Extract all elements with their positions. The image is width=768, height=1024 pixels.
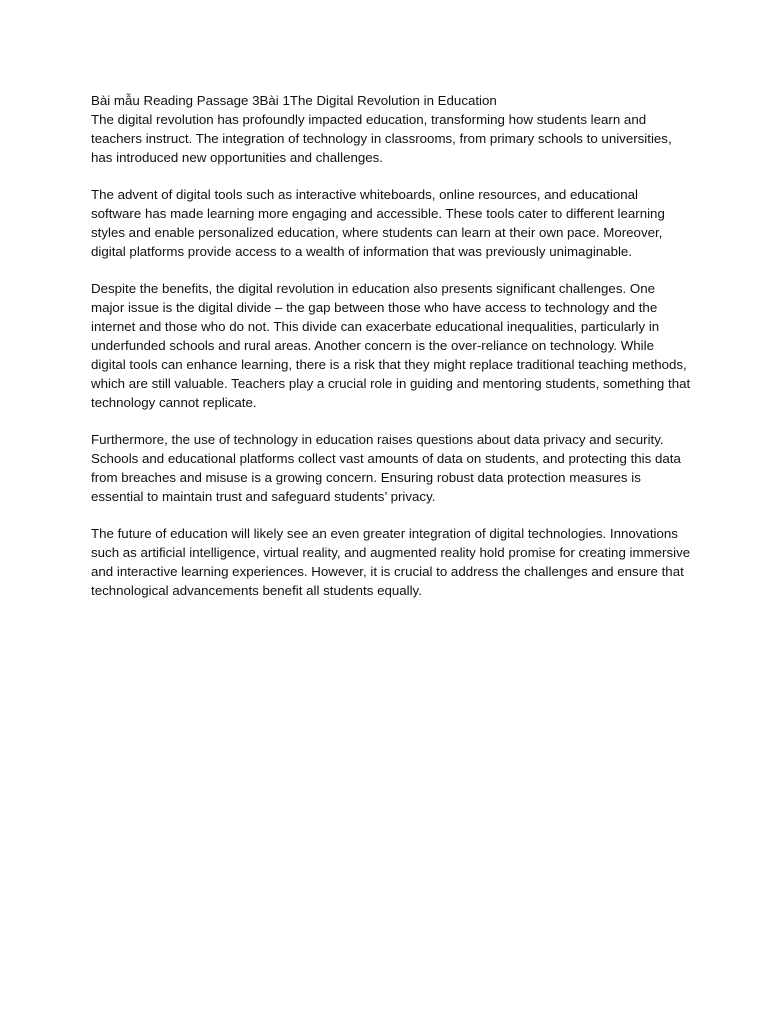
paragraph-challenges: Despite the benefits, the digital revolution in education also presents significant challenges. One major issue is the digital divide – the gap between those who have access to technology and the internet and those who do not. This divide can exacerbate educational inequalities, particularly in underfunded schools and rural areas. Another concern is the over-reliance on technology. While digital tools can enhance learning, there is a risk that they might replace traditional teaching methods, which are still valuable. Teachers play a crucial role in guiding and mentoring students, something that technology cannot replicate. (91, 281, 691, 410)
document-body (91, 91, 691, 618)
paragraph-future: The future of education will likely see an even greater integration of digital technologies. Innovations such as artificial intelligence, virtual reality, and augmented reality hold promise for creating immersive and interactive learning experiences. However, it is crucial to address the challenges and ensure that technological advancements benefit all students equally. (91, 526, 691, 598)
paragraph-intro: The digital revolution has profoundly impacted education, transforming how students learn and teachers instruct. The integration of technology in classrooms, from primary schools to universities, has introduced new opportunities and challenges. (91, 112, 672, 165)
paragraph-digital-tools: The advent of digital tools such as interactive whiteboards, online resources, and educational software has made learning more engaging and accessible. These tools cater to different learning styles and enable personalized education, where students can learn at their own pace. Moreover, digital platforms provide access to a wealth of information that was previously unimaginable. (91, 187, 665, 259)
document-heading: Bài mẫu Reading Passage 3Bài 1The Digital Revolution in Education (91, 93, 497, 108)
paragraph-data-privacy: Furthermore, the use of technology in education raises questions about data privacy and security. Schools and educational platforms collect vast amounts of data on students, and protecting this data from breaches and misuse is a growing concern. Ensuring robust data protection measures is essential to maintain trust and safeguard students’ privacy. (91, 432, 681, 504)
